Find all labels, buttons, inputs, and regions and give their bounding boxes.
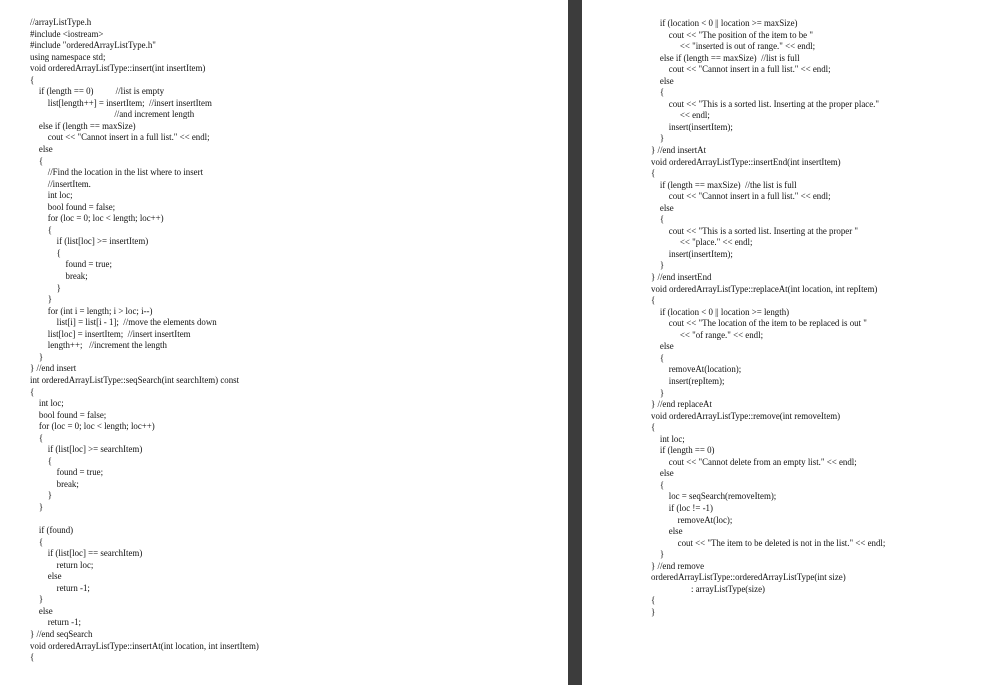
code-line: { xyxy=(651,352,665,363)
code-line: if (list[loc] >= insertItem) xyxy=(30,236,149,247)
code-line: { xyxy=(651,422,656,433)
code-line: } //end remove xyxy=(651,560,705,571)
code-line: else xyxy=(651,468,674,479)
code-line: //insertItem. xyxy=(30,178,91,189)
code-line: for (loc = 0; loc < length; loc++) xyxy=(30,421,155,432)
code-line: cout << "The location of the item to be replaced is out " xyxy=(651,318,867,329)
code-line: if (list[loc] == searchItem) xyxy=(30,548,143,559)
code-line: //and increment length xyxy=(30,109,195,120)
code-line: for (loc = 0; loc < length; loc++) xyxy=(30,213,164,224)
code-line: bool found = false; xyxy=(30,201,116,212)
code-line: break; xyxy=(30,271,88,282)
code-line xyxy=(30,514,259,526)
code-line: cout << "Cannot insert in a full list." << endl; xyxy=(30,132,210,143)
code-line: else xyxy=(651,202,674,213)
code-line: else xyxy=(30,144,53,155)
code-line: << "place." << endl; xyxy=(651,237,753,248)
code-line: list[i] = list[i - 1]; //move the elements down xyxy=(30,317,217,328)
code-line: { xyxy=(651,87,665,98)
code-line: { xyxy=(30,386,35,397)
code-line: } xyxy=(30,501,44,512)
code-line: } xyxy=(30,490,53,501)
code-line: : arrayListType(size) xyxy=(651,583,765,594)
code-line: bool found = false; xyxy=(30,409,107,420)
code-line: insert(insertItem); xyxy=(651,121,733,132)
code-line: void orderedArrayListType::insert(int insertItem) xyxy=(30,63,206,74)
code-line: else xyxy=(30,605,53,616)
code-line: found = true; xyxy=(30,467,104,478)
code-line: //arrayListType.h xyxy=(30,17,92,27)
code-line: if (length == maxSize) //the list is full xyxy=(651,179,797,190)
code-line: { xyxy=(30,652,35,663)
code-line: } xyxy=(651,606,656,617)
code-line: using namespace std; xyxy=(30,51,106,62)
code-line: removeAt(loc); xyxy=(651,514,733,525)
code-line: int loc; xyxy=(30,190,73,201)
code-line: cout << "Cannot insert in a full list." << endl; xyxy=(651,64,831,75)
code-line: { xyxy=(651,479,665,490)
code-line: cout << "Cannot delete from an empty list." << endl; xyxy=(651,456,857,467)
code-line: if (loc != -1) xyxy=(651,502,713,513)
code-line: { xyxy=(30,455,53,466)
code-line: insert(repItem); xyxy=(651,375,725,386)
code-line: #include <iostream> xyxy=(30,28,104,39)
code-line: list[loc] = insertItem; //insert insertItem xyxy=(30,328,191,339)
code-line: { xyxy=(30,247,61,258)
code-line: { xyxy=(651,595,656,606)
code-line: } xyxy=(30,294,53,305)
code-line: return -1; xyxy=(30,582,90,593)
code-line: { xyxy=(30,155,44,166)
code-line: int loc; xyxy=(651,433,685,444)
code-listing-left xyxy=(30,17,259,664)
code-line: } xyxy=(651,387,665,398)
code-line: } xyxy=(651,549,665,560)
code-line: //Find the location in the list where to insert xyxy=(30,167,204,178)
code-line: << "inserted is out of range." << endl; xyxy=(651,41,816,52)
code-line: return loc; xyxy=(30,559,94,570)
code-line: cout << "The item to be deleted is not in the list." << endl; xyxy=(651,537,886,548)
code-line: } //end replaceAt xyxy=(651,399,712,410)
code-line: { xyxy=(30,224,53,235)
code-line: cout << "The position of the item to be " xyxy=(651,29,813,40)
code-line: #include "orderedArrayListType.h" xyxy=(30,40,156,51)
code-line: if (location < 0 || location >= maxSize) xyxy=(651,18,798,28)
code-line: if (found) xyxy=(30,525,74,536)
code-line: << endl; xyxy=(651,110,710,121)
code-line: { xyxy=(30,536,44,547)
code-line: for (int i = length; i > loc; i--) xyxy=(30,305,153,316)
code-line: { xyxy=(30,74,35,85)
code-line: break; xyxy=(30,478,79,489)
code-line: int orderedArrayListType::seqSearch(int searchItem) const xyxy=(30,374,240,385)
code-line: found = true; xyxy=(30,259,112,270)
code-line: cout << "Cannot insert in a full list." << endl; xyxy=(651,191,831,202)
code-line: } xyxy=(30,282,61,293)
code-line: } //end seqSearch xyxy=(30,628,93,639)
code-line: cout << "This is a sorted list. Inserting at the proper place." xyxy=(651,98,879,109)
code-line: } //end insert xyxy=(30,363,77,374)
code-line: else xyxy=(651,341,674,352)
code-line: void orderedArrayListType::replaceAt(int location, int repItem) xyxy=(651,283,878,294)
code-line: } xyxy=(651,260,665,271)
code-line: { xyxy=(651,214,665,225)
code-line: else xyxy=(651,75,674,86)
code-line: if (length == 0) xyxy=(651,445,715,456)
code-line: } //end insertAt xyxy=(651,145,707,156)
code-line: else xyxy=(651,526,683,537)
code-line: else xyxy=(30,571,62,582)
code-line: removeAt(location); xyxy=(651,364,742,375)
code-line: { xyxy=(30,432,44,443)
code-line: void orderedArrayListType::insertAt(int location, int insertItem) xyxy=(30,640,259,651)
code-line: } xyxy=(30,594,44,605)
code-line: else if (length == maxSize) //list is full xyxy=(651,52,800,63)
code-line: void orderedArrayListType::insertEnd(int insertItem) xyxy=(651,156,841,167)
code-line: if (length == 0) //list is empty xyxy=(30,86,165,97)
code-line: return -1; xyxy=(30,617,82,628)
code-line: << "of range." << endl; xyxy=(651,329,764,340)
code-line: { xyxy=(651,168,656,179)
code-line: loc = seqSearch(removeItem); xyxy=(651,491,777,502)
code-line: int loc; xyxy=(30,398,64,409)
code-line: orderedArrayListType::orderedArrayListType(int size) xyxy=(651,572,846,583)
code-line: length++; //increment the length xyxy=(30,340,167,351)
code-line: } //end insertEnd xyxy=(651,272,712,283)
code-listing-right xyxy=(651,18,885,618)
code-line: insert(insertItem); xyxy=(651,248,733,259)
code-line: cout << "This is a sorted list. Inserting at the proper " xyxy=(651,225,859,236)
code-line: { xyxy=(651,295,656,306)
code-line: } xyxy=(651,133,665,144)
code-line: } xyxy=(30,351,44,362)
code-line: if (list[loc] >= searchItem) xyxy=(30,444,143,455)
code-line: list[length++] = insertItem; //insert insertItem xyxy=(30,97,212,108)
document-page-right xyxy=(582,0,1002,685)
page-gutter xyxy=(568,0,582,685)
code-line: else if (length == maxSize) xyxy=(30,120,136,131)
code-line: void orderedArrayListType::remove(int removeItem) xyxy=(651,410,841,421)
code-line: if (location < 0 || location >= length) xyxy=(651,306,790,317)
